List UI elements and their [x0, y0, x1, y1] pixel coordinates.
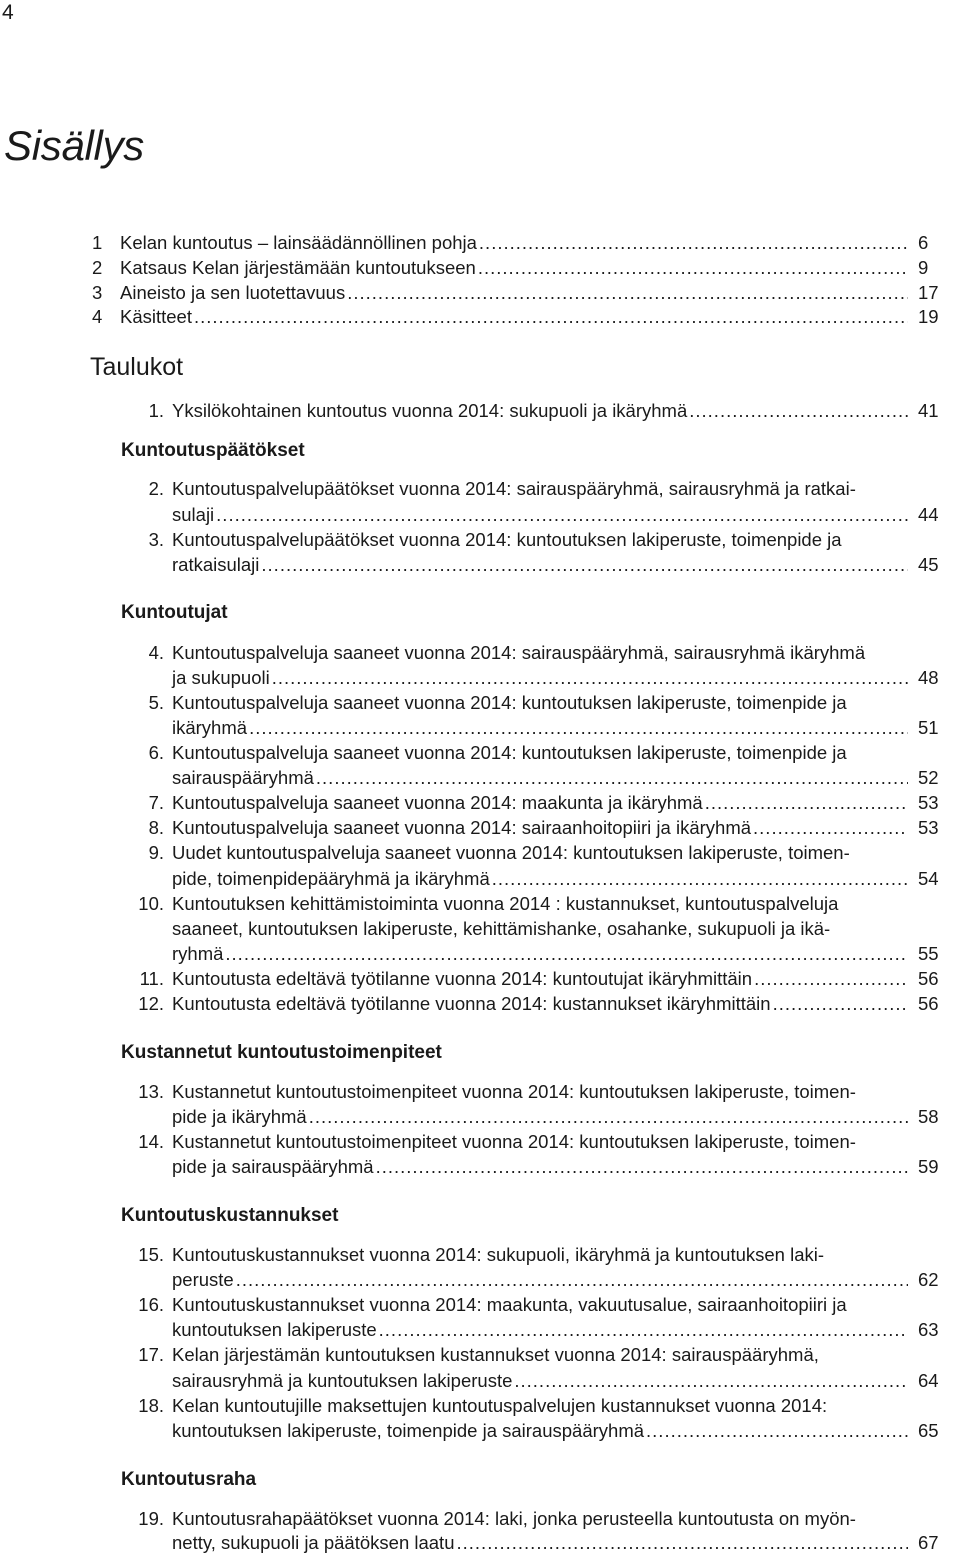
entry-title: Kuntoutusrahapäätökset vuonna 2014: laki, jonka perusteella kuntoutusta on myön- — [172, 1508, 856, 1529]
toc-table-entry[interactable] — [148, 840, 910, 865]
leader-dots — [316, 765, 908, 790]
toc-table-entry-cont[interactable] — [172, 1267, 910, 1292]
toc-table-entry-cont[interactable] — [172, 916, 830, 941]
leader-dots — [272, 665, 908, 690]
toc-table-entry-cont[interactable] — [172, 1418, 910, 1443]
entry-title: Kuntoutuspalvelupäätökset vuonna 2014: kuntoutuksen lakiperuste, toimenpide ja — [172, 529, 842, 550]
chapter-page: 9 — [918, 257, 929, 278]
entry-title: peruste — [172, 1269, 234, 1290]
entry-number: 8. — [148, 817, 164, 838]
leader-dots — [705, 790, 908, 815]
entry-page: 55 — [918, 943, 939, 964]
entry-number: 11. — [139, 968, 164, 989]
toc-table-entry[interactable] — [138, 1342, 910, 1367]
leader-dots — [753, 815, 908, 840]
page-number: 4 — [2, 1, 14, 24]
section-heading: Kuntoutuspäätökset — [121, 440, 305, 461]
entry-page: 45 — [918, 554, 939, 575]
entry-title: Kustannetut kuntoutustoimenpiteet vuonna 2014: kuntoutuksen lakiperuste, toimen- — [172, 1131, 856, 1152]
entry-number: 16. — [138, 1294, 164, 1315]
leader-dots — [225, 941, 908, 966]
chapter-page: 6 — [918, 232, 929, 253]
entry-number: 12. — [138, 993, 164, 1014]
entry-title: pide ja ikäryhmä — [172, 1106, 307, 1127]
entry-title: Kuntoutuspalveluja saaneet vuonna 2014: kuntoutuksen lakiperuste, toimenpide ja — [172, 692, 847, 713]
leader-dots — [216, 502, 908, 527]
leader-dots — [309, 1104, 908, 1129]
toc-table-entry[interactable] — [139, 966, 910, 991]
leader-dots — [236, 1267, 908, 1292]
entry-title: ryhmä — [172, 943, 224, 964]
entry-number: 7. — [148, 792, 164, 813]
chapter-number: 2 — [92, 257, 103, 278]
entry-title: sairauspääryhmä — [172, 767, 314, 788]
leader-dots — [754, 966, 908, 991]
entry-number: 13. — [138, 1081, 164, 1102]
entry-title: Kuntoutuksen kehittämistoiminta vuonna 2014 : kustannukset, kuntoutuspalveluja — [172, 893, 839, 914]
toc-table-entry[interactable] — [148, 527, 910, 552]
leader-dots — [194, 304, 908, 329]
entry-title: sairausryhmä ja kuntoutuksen lakiperuste — [172, 1370, 513, 1391]
entry-page: 53 — [918, 817, 939, 838]
entry-title: sulaji — [172, 504, 215, 525]
entry-page: 65 — [918, 1420, 939, 1441]
toc-table-entry-cont[interactable] — [172, 765, 910, 790]
entry-title: ratkaisulaji — [172, 554, 260, 575]
toc-table-entry-cont[interactable] — [172, 1368, 910, 1393]
entry-number: 2. — [148, 478, 164, 499]
entry-title: Kuntoutuspalveluja saaneet vuonna 2014: sairauspääryhmä, sairausryhmä ikäryhmä — [172, 642, 866, 663]
entry-page: 63 — [918, 1319, 939, 1340]
toc-table-entry[interactable] — [138, 891, 910, 916]
entry-page: 52 — [918, 767, 939, 788]
leader-dots — [646, 1418, 908, 1443]
entry-title: Yksilökohtainen kuntoutus vuonna 2014: sukupuoli ja ikäryhmä — [172, 400, 688, 421]
toc-table-entry[interactable] — [138, 1242, 910, 1267]
entry-title: kuntoutuksen lakiperuste, toimenpide ja sairauspääryhmä — [172, 1420, 645, 1441]
toc-table-entry-cont[interactable] — [172, 502, 910, 527]
chapter-page: 19 — [918, 306, 939, 327]
entry-title: Kuntoutuspalveluja saaneet vuonna 2014: maakunta ja ikäryhmä — [172, 792, 703, 813]
leader-dots — [479, 230, 908, 255]
entry-page: 67 — [918, 1532, 939, 1553]
toc-table-entry-cont[interactable] — [172, 941, 910, 966]
entry-title: kuntoutuksen lakiperuste — [172, 1319, 377, 1340]
entry-page: 64 — [918, 1370, 939, 1391]
entry-title: ikäryhmä — [172, 717, 248, 738]
entry-page: 59 — [918, 1156, 939, 1177]
entry-title: Kuntoutusta edeltävä työtilanne vuonna 2014: kustannukset ikäryhmittäin — [172, 993, 771, 1014]
entry-number: 5. — [148, 692, 164, 713]
entry-number: 15. — [138, 1244, 164, 1265]
entry-title: Kuntoutuspalveluja saaneet vuonna 2014: kuntoutuksen lakiperuste, toimenpide ja — [172, 742, 847, 763]
entry-title: Kuntoutuspalvelupäätökset vuonna 2014: sairauspääryhmä, sairausryhmä ja ratkai- — [172, 478, 856, 499]
entry-page: 41 — [918, 400, 939, 421]
toc-table-entry[interactable] — [148, 476, 910, 501]
entry-number: 3. — [148, 529, 164, 550]
toc-chapter[interactable] — [92, 304, 910, 329]
entry-number: 4. — [148, 642, 164, 663]
entry-number: 19. — [138, 1508, 164, 1529]
leader-dots — [773, 991, 908, 1016]
toc-table-entry[interactable] — [148, 790, 910, 815]
chapter-title: Katsaus Kelan järjestämään kuntoutukseen — [120, 257, 476, 278]
entry-title: Kuntoutuskustannukset vuonna 2014: sukupuoli, ikäryhmä ja kuntoutuksen laki- — [172, 1244, 825, 1265]
entry-page: 58 — [918, 1106, 939, 1127]
section-heading: Kuntoutuskustannukset — [121, 1205, 339, 1226]
toc-table-entry[interactable] — [138, 1079, 910, 1104]
entry-number: 10. — [138, 893, 164, 914]
toc-table-entry[interactable] — [148, 398, 910, 423]
entry-title: pide ja sairauspääryhmä — [172, 1156, 374, 1177]
toc-table-entry-cont[interactable] — [172, 1530, 910, 1555]
entry-number: 1. — [148, 400, 164, 421]
entry-title: Uudet kuntoutuspalveluja saaneet vuonna 2014: kuntoutuksen lakiperuste, toimen- — [172, 842, 850, 863]
leader-dots — [457, 1530, 909, 1555]
toc-table-entry[interactable] — [148, 815, 910, 840]
toc-chapter[interactable] — [92, 230, 910, 255]
toc-table-entry[interactable] — [148, 740, 910, 765]
entry-title: Kelan kuntoutujille maksettujen kuntoutuspalvelujen kustannukset vuonna 2014: — [172, 1395, 828, 1416]
toc-chapter[interactable] — [92, 255, 910, 280]
page-title: Sisällys — [4, 122, 144, 169]
toc-table-entry-cont[interactable] — [172, 665, 910, 690]
toc-table-entry-cont[interactable] — [172, 1104, 910, 1129]
toc-table-entry[interactable] — [138, 1393, 910, 1418]
entry-title: Kuntoutusta edeltävä työtilanne vuonna 2014: kuntoutujat ikäryhmittäin — [172, 968, 753, 989]
section-heading: Kuntoutujat — [121, 602, 228, 623]
toc-table-entry[interactable] — [148, 640, 910, 665]
entry-page: 53 — [918, 792, 939, 813]
leader-dots — [347, 280, 908, 305]
tables-heading: Taulukot — [90, 353, 184, 381]
toc-chapter[interactable] — [92, 280, 910, 305]
entry-page: 44 — [918, 504, 939, 525]
section-heading: Kuntoutusraha — [121, 1469, 257, 1490]
chapter-title: Käsitteet — [120, 306, 192, 327]
chapter-title: Aineisto ja sen luotettavuus — [120, 282, 346, 303]
toc-table-entry[interactable] — [138, 1292, 910, 1317]
entry-number: 18. — [138, 1395, 164, 1416]
entry-title: Kelan järjestämän kuntoutuksen kustannukset vuonna 2014: sairauspääryhmä, — [172, 1344, 819, 1365]
entry-title: saaneet, kuntoutuksen lakiperuste, kehittämishanke, osahanke, sukupuoli ja ikä- — [172, 918, 831, 939]
leader-dots — [478, 255, 908, 280]
entry-title: Kuntoutuskustannukset vuonna 2014: maakunta, vakuutusalue, sairaanhoitopiiri ja — [172, 1294, 847, 1315]
entry-title: pide, toimenpidepääryhmä ja ikäryhmä — [172, 868, 490, 889]
entry-title: Kuntoutuspalveluja saaneet vuonna 2014: sairaanhoitopiiri ja ikäryhmä — [172, 817, 752, 838]
entry-page: 62 — [918, 1269, 939, 1290]
entry-page: 54 — [918, 868, 939, 889]
section-heading: Kustannetut kuntoutustoimenpiteet — [121, 1042, 442, 1063]
chapter-title: Kelan kuntoutus – lainsäädännöllinen pohja — [120, 232, 477, 253]
toc-table-entry[interactable] — [138, 991, 910, 1016]
leader-dots — [376, 1154, 908, 1179]
toc-table-entry-cont[interactable] — [172, 1154, 910, 1179]
leader-dots — [492, 866, 908, 891]
toc-table-entry[interactable] — [138, 1506, 910, 1531]
leader-dots — [261, 552, 908, 577]
toc-table-entry-cont[interactable] — [172, 866, 910, 891]
chapter-number: 3 — [92, 282, 103, 303]
entry-page: 48 — [918, 667, 939, 688]
entry-number: 17. — [138, 1344, 164, 1365]
entry-title: ja sukupuoli — [172, 667, 270, 688]
leader-dots — [689, 398, 908, 423]
chapter-number: 4 — [92, 306, 103, 327]
entry-title: Kustannetut kuntoutustoimenpiteet vuonna 2014: kuntoutuksen lakiperuste, toimen- — [172, 1081, 856, 1102]
chapter-page: 17 — [918, 282, 939, 303]
entry-page: 56 — [918, 993, 939, 1014]
entry-page: 56 — [918, 968, 939, 989]
entry-page: 51 — [918, 717, 939, 738]
toc-table-entry[interactable] — [148, 690, 910, 715]
entry-title: netty, sukupuoli ja päätöksen laatu — [172, 1532, 455, 1553]
entry-number: 9. — [148, 842, 164, 863]
leader-dots — [379, 1317, 908, 1342]
toc-table-entry-cont[interactable] — [172, 552, 910, 577]
leader-dots — [514, 1368, 908, 1393]
entry-number: 6. — [148, 742, 164, 763]
chapter-number: 1 — [92, 232, 103, 253]
leader-dots — [249, 715, 908, 740]
toc-table-entry-cont[interactable] — [172, 715, 910, 740]
entry-number: 14. — [138, 1131, 164, 1152]
toc-table-entry[interactable] — [138, 1129, 910, 1154]
toc-table-entry-cont[interactable] — [172, 1317, 910, 1342]
